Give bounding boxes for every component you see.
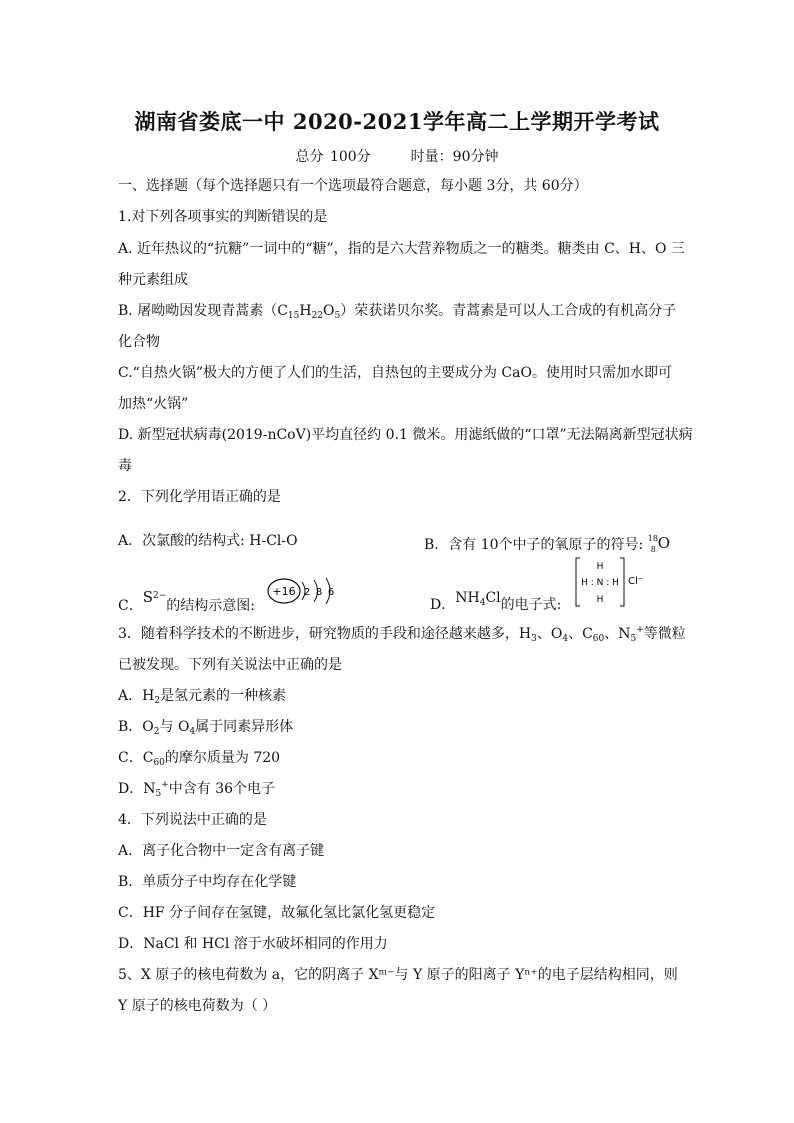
time-limit: 时量：90分钟: [410, 149, 499, 165]
q1-option-c-line1: C.“自热火锅”极大的方便了人们的生活，自热包的主要成分为 CaO。使用时只需加水即可: [118, 365, 672, 381]
svg-text:2: 2: [303, 587, 311, 598]
q2-option-a: A．次氯酸的结构式: H-Cl-O: [118, 533, 298, 549]
sulfide-structure-diagram: [266, 574, 346, 610]
question-3-stem-line1: 3．随着科学技术的不断进步，研究物质的手段和途径越来越多，$H_3$、$O_4$、$C_{60}$、$N_5^+$等微粒: [118, 625, 686, 644]
q1-option-d-line1: D. 新型冠状病毒(2019-nCoV)平均直径约 0.1 微米。用滤纸做的“口罩”无法隔离新型冠状病: [118, 427, 693, 443]
question-5-stem-line1: 5、X 原子的核电荷数为 a，它的阴离子 Xᵐ⁻与 Y 原子的阳离子 Yⁿ⁺的电子层结构相同，则: [118, 967, 678, 983]
q1-option-b-line2: 化合物: [118, 334, 160, 350]
q4-option-a: A．离子化合物中一定含有离子键: [118, 843, 325, 859]
q2-option-d: D．$NH_4Cl$的电子式:: [430, 590, 562, 613]
svg-text:H: H: [596, 595, 604, 605]
question-4-stem: 4．下列说法中正确的是: [118, 812, 267, 828]
q1-option-c-line2: 加热“火锅”: [118, 396, 189, 412]
oxygen-18-symbol: 18 8 O: [647, 534, 671, 554]
q1-option-d-line2: 毒: [118, 458, 132, 474]
question-2-stem: 2．下列化学用语正确的是: [118, 489, 281, 505]
q3-option-c: C．$C_{60}$的摩尔质量为 720: [118, 750, 281, 768]
question-3-stem-line2: 已被发现。下列有关说法中正确的是: [118, 657, 342, 673]
q1-option-a-line1: A. 近年热议的“抗糖”一词中的“糖”，指的是六大营养物质之一的糖类。糖类由 C、H、O 三: [118, 241, 685, 257]
q2-option-c: C．$S^{2-}$的结构示意图:: [118, 588, 255, 614]
q3-option-d: D．$N_5^+$中含有 36个电子: [118, 780, 276, 799]
q4-option-b: B．单质分子中均存在化学键: [118, 874, 297, 890]
q3-option-a: A．$H_2$是氢元素的一种核素: [118, 688, 287, 706]
svg-text:H: H: [596, 562, 604, 572]
svg-text:6: 6: [327, 587, 335, 598]
q2-option-b: B．含有 10个中子的氧原子的符号: 18 8 O: [424, 529, 670, 555]
total-score: 总分 100分: [295, 149, 371, 165]
svg-text:H : N : H: H : N : H: [581, 578, 619, 588]
q1-option-a-line2: 种元素组成: [118, 272, 188, 288]
question-5-stem-line2: Y 原子的核电荷数为（ ）: [118, 998, 277, 1014]
q1-option-b-line1: B. 屠呦呦因发现青蒿素$(C_{15}H_{22}O_5)$荣获诺贝尔奖。青蒿素是可以人工合成的有机高分子: [118, 303, 677, 321]
q3-option-b: B．$O_2$与 $O_4$属于同素异形体: [118, 719, 294, 737]
svg-text:Cl⁻: Cl⁻: [628, 576, 644, 587]
exam-meta: [0, 146, 794, 166]
question-1-stem: 1.对下列各项事实的判断错误的是: [118, 209, 328, 225]
svg-text:+16: +16: [272, 585, 296, 598]
q4-option-d: D．NaCl 和 HCl 溶于水破坏相同的作用力: [118, 936, 388, 952]
exam-title: 湖南省娄底一中 2020-2021学年高二上学期开学考试: [134, 109, 660, 134]
svg-text:8: 8: [315, 587, 323, 598]
ammonium-chloride-electron-formula: [574, 556, 654, 608]
q4-option-c: C．HF 分子间存在氢键，故氟化氢比氯化氢更稳定: [118, 905, 436, 921]
section-heading: 一、选择题（每个选择题只有一个选项最符合题意，每小题 3分，共 60分）: [118, 178, 588, 194]
